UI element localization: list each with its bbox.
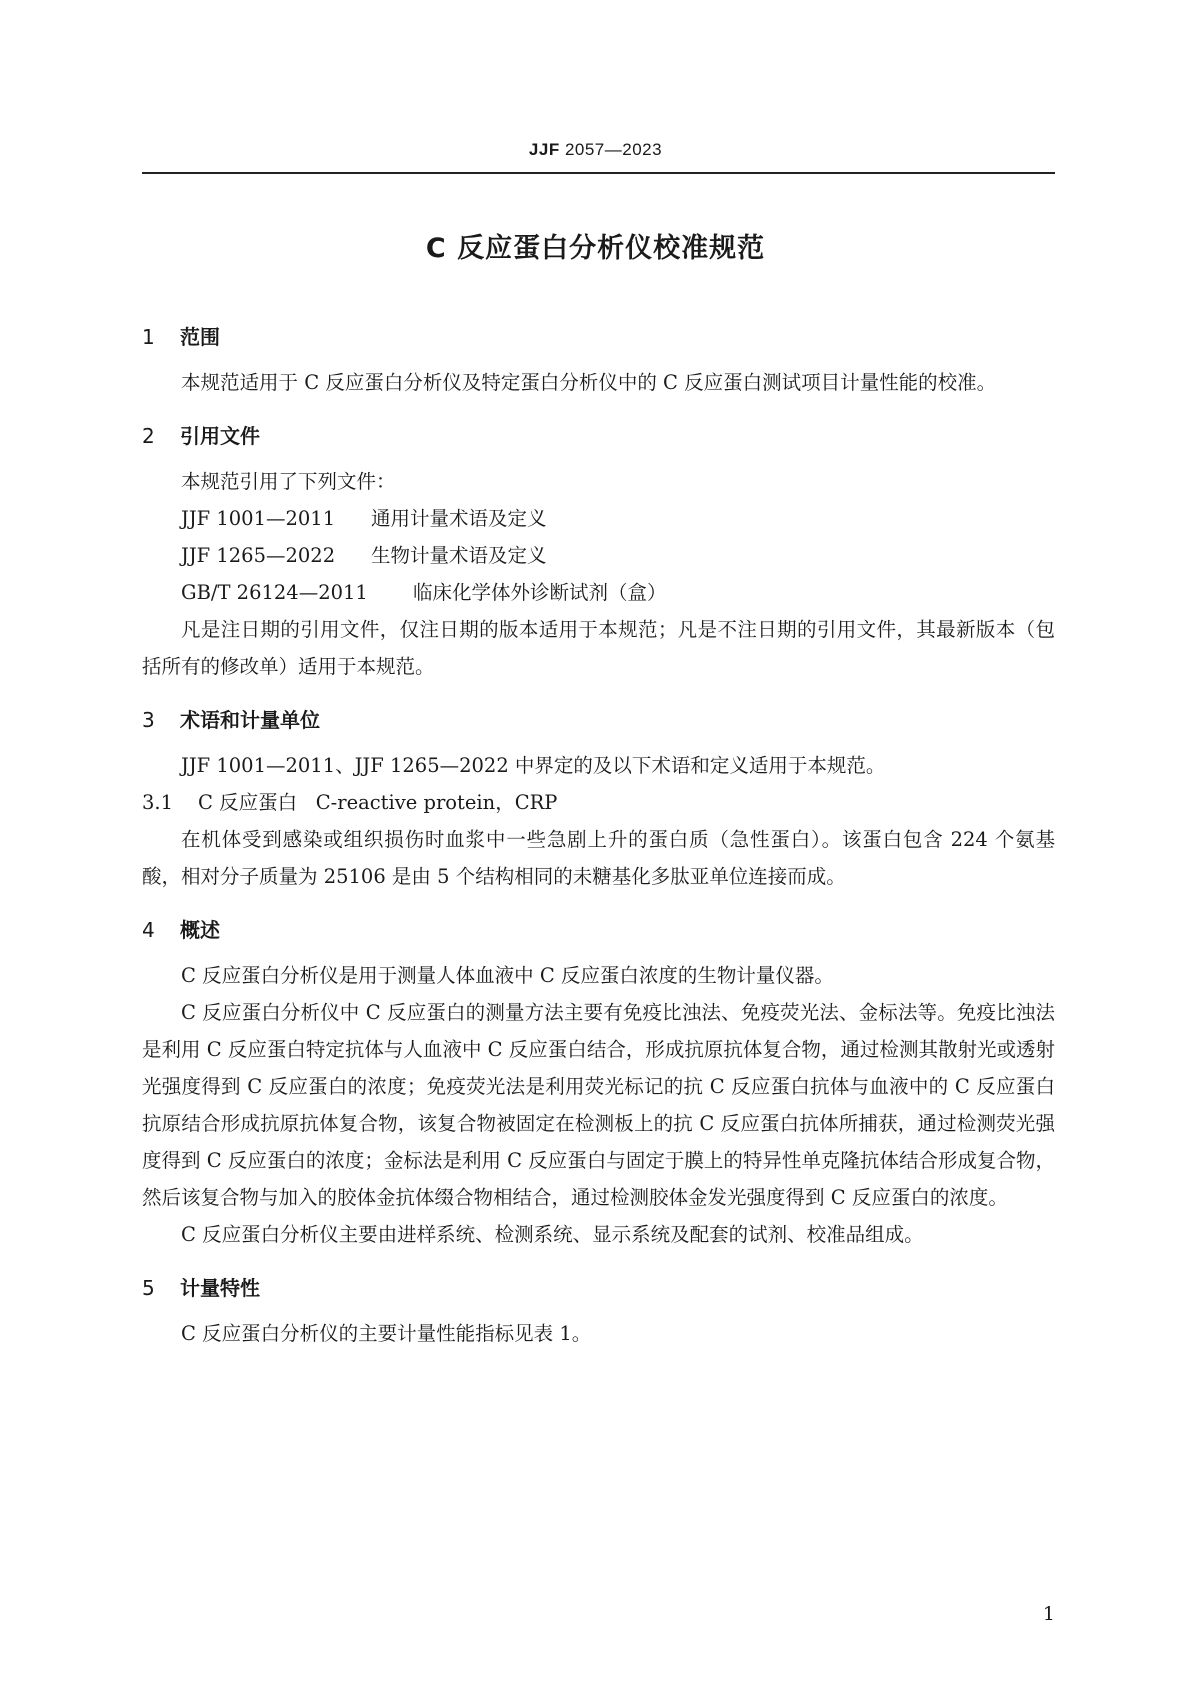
reference-title: 生物计量术语及定义 (371, 544, 547, 567)
page-number: 1 (1042, 1603, 1055, 1625)
reference-code: JJF 1001—2011 (181, 507, 336, 530)
section-number: 4 (142, 918, 155, 942)
section-heading-metrology (142, 1273, 1055, 1303)
section-heading-references (142, 421, 1055, 451)
header-divider (142, 172, 1055, 174)
standard-code-prefix: JJF (528, 140, 560, 159)
reference-item (142, 500, 1055, 537)
reference-title: 临床化学体外诊断试剂（盒） (413, 581, 667, 604)
term-entry (142, 784, 1055, 821)
term-name-zh: C 反应蛋白 (198, 791, 298, 814)
section-number: 5 (142, 1276, 155, 1300)
section-heading-scope (142, 322, 1055, 352)
scope-paragraph: 本规范适用于 C 反应蛋白分析仪及特定蛋白分析仪中的 C 反应蛋白测试项目计量性能的校准。 (181, 371, 997, 394)
metrology-paragraph: C 反应蛋白分析仪的主要计量性能指标见表 1。 (181, 1322, 592, 1345)
reference-code: JJF 1265—2022 (181, 544, 336, 567)
term-name-en: C-reactive protein，CRP (315, 791, 558, 814)
section-title: 引用文件 (180, 424, 260, 448)
section-number: 1 (142, 325, 155, 349)
standard-code-number: 2057—2023 (564, 140, 663, 159)
term-number: 3.1 (142, 791, 174, 814)
overview-paragraph: C 反应蛋白分析仪主要由进样系统、检测系统、显示系统及配套的试剂、校准品组成。 (181, 1223, 924, 1246)
reference-item (142, 537, 1055, 574)
reference-title: 通用计量术语及定义 (371, 507, 547, 530)
section-title: 范围 (180, 325, 220, 349)
document-body (142, 322, 1055, 1352)
section-title: 概述 (180, 918, 220, 942)
document-title: C 反应蛋白分析仪校准规范 (425, 233, 766, 264)
reference-code: GB/T 26124—2011 (181, 581, 368, 604)
standard-code-header (0, 140, 1191, 160)
references-intro: 本规范引用了下列文件： (181, 470, 396, 493)
section-heading-terms (142, 705, 1055, 735)
reference-item (142, 574, 1055, 611)
section-number: 3 (142, 708, 155, 732)
term-definition: 在机体受到感染或组织损伤时血浆中一些急剧上升的蛋白质（急性蛋白）。该蛋白包含 224 个氨基酸，相对分子质量为 25106 是由 5 个结构相同的未糖基化多肽亚单位连接而成。 (142, 828, 1055, 888)
section-title: 计量特性 (180, 1276, 260, 1300)
section-heading-overview (142, 915, 1055, 945)
section-title: 术语和计量单位 (180, 708, 320, 732)
references-closing: 凡是注日期的引用文件，仅注日期的版本适用于本规范；凡是不注日期的引用文件，其最新版本（包括所有的修改单）适用于本规范。 (142, 618, 1055, 678)
terms-intro: JJF 1001—2011、JJF 1265—2022 中界定的及以下术语和定义适用于本规范。 (181, 754, 886, 777)
section-number: 2 (142, 424, 155, 448)
overview-paragraph: C 反应蛋白分析仪是用于测量人体血液中 C 反应蛋白浓度的生物计量仪器。 (181, 964, 834, 987)
overview-paragraph: C 反应蛋白分析仪中 C 反应蛋白的测量方法主要有免疫比浊法、免疫荧光法、金标法等。免疫比浊法是利用 C 反应蛋白特定抗体与人血液中 C 反应蛋白结合，形成抗原抗体复合物，通过检测其散射光或透射光强度得到 C 反应蛋白的浓度；免疫荧光法是利用荧光标记的抗 C 反应蛋白抗体与血液中的 C 反应蛋白抗原结合形成抗原抗体复合物，该复合物被固定在检测板上的抗 C 反应蛋白抗体所捕获，通过检测荧光强度得到 C 反应蛋白的浓度；金标法是利用 C 反应蛋白与固定于膜上的特异性单克隆抗体结合形成复合物，然后该复合物与加入的胶体金抗体缀合物相结合，通过检测胶体金发光强度得到 C 反应蛋白的浓度。 (142, 1001, 1055, 1209)
